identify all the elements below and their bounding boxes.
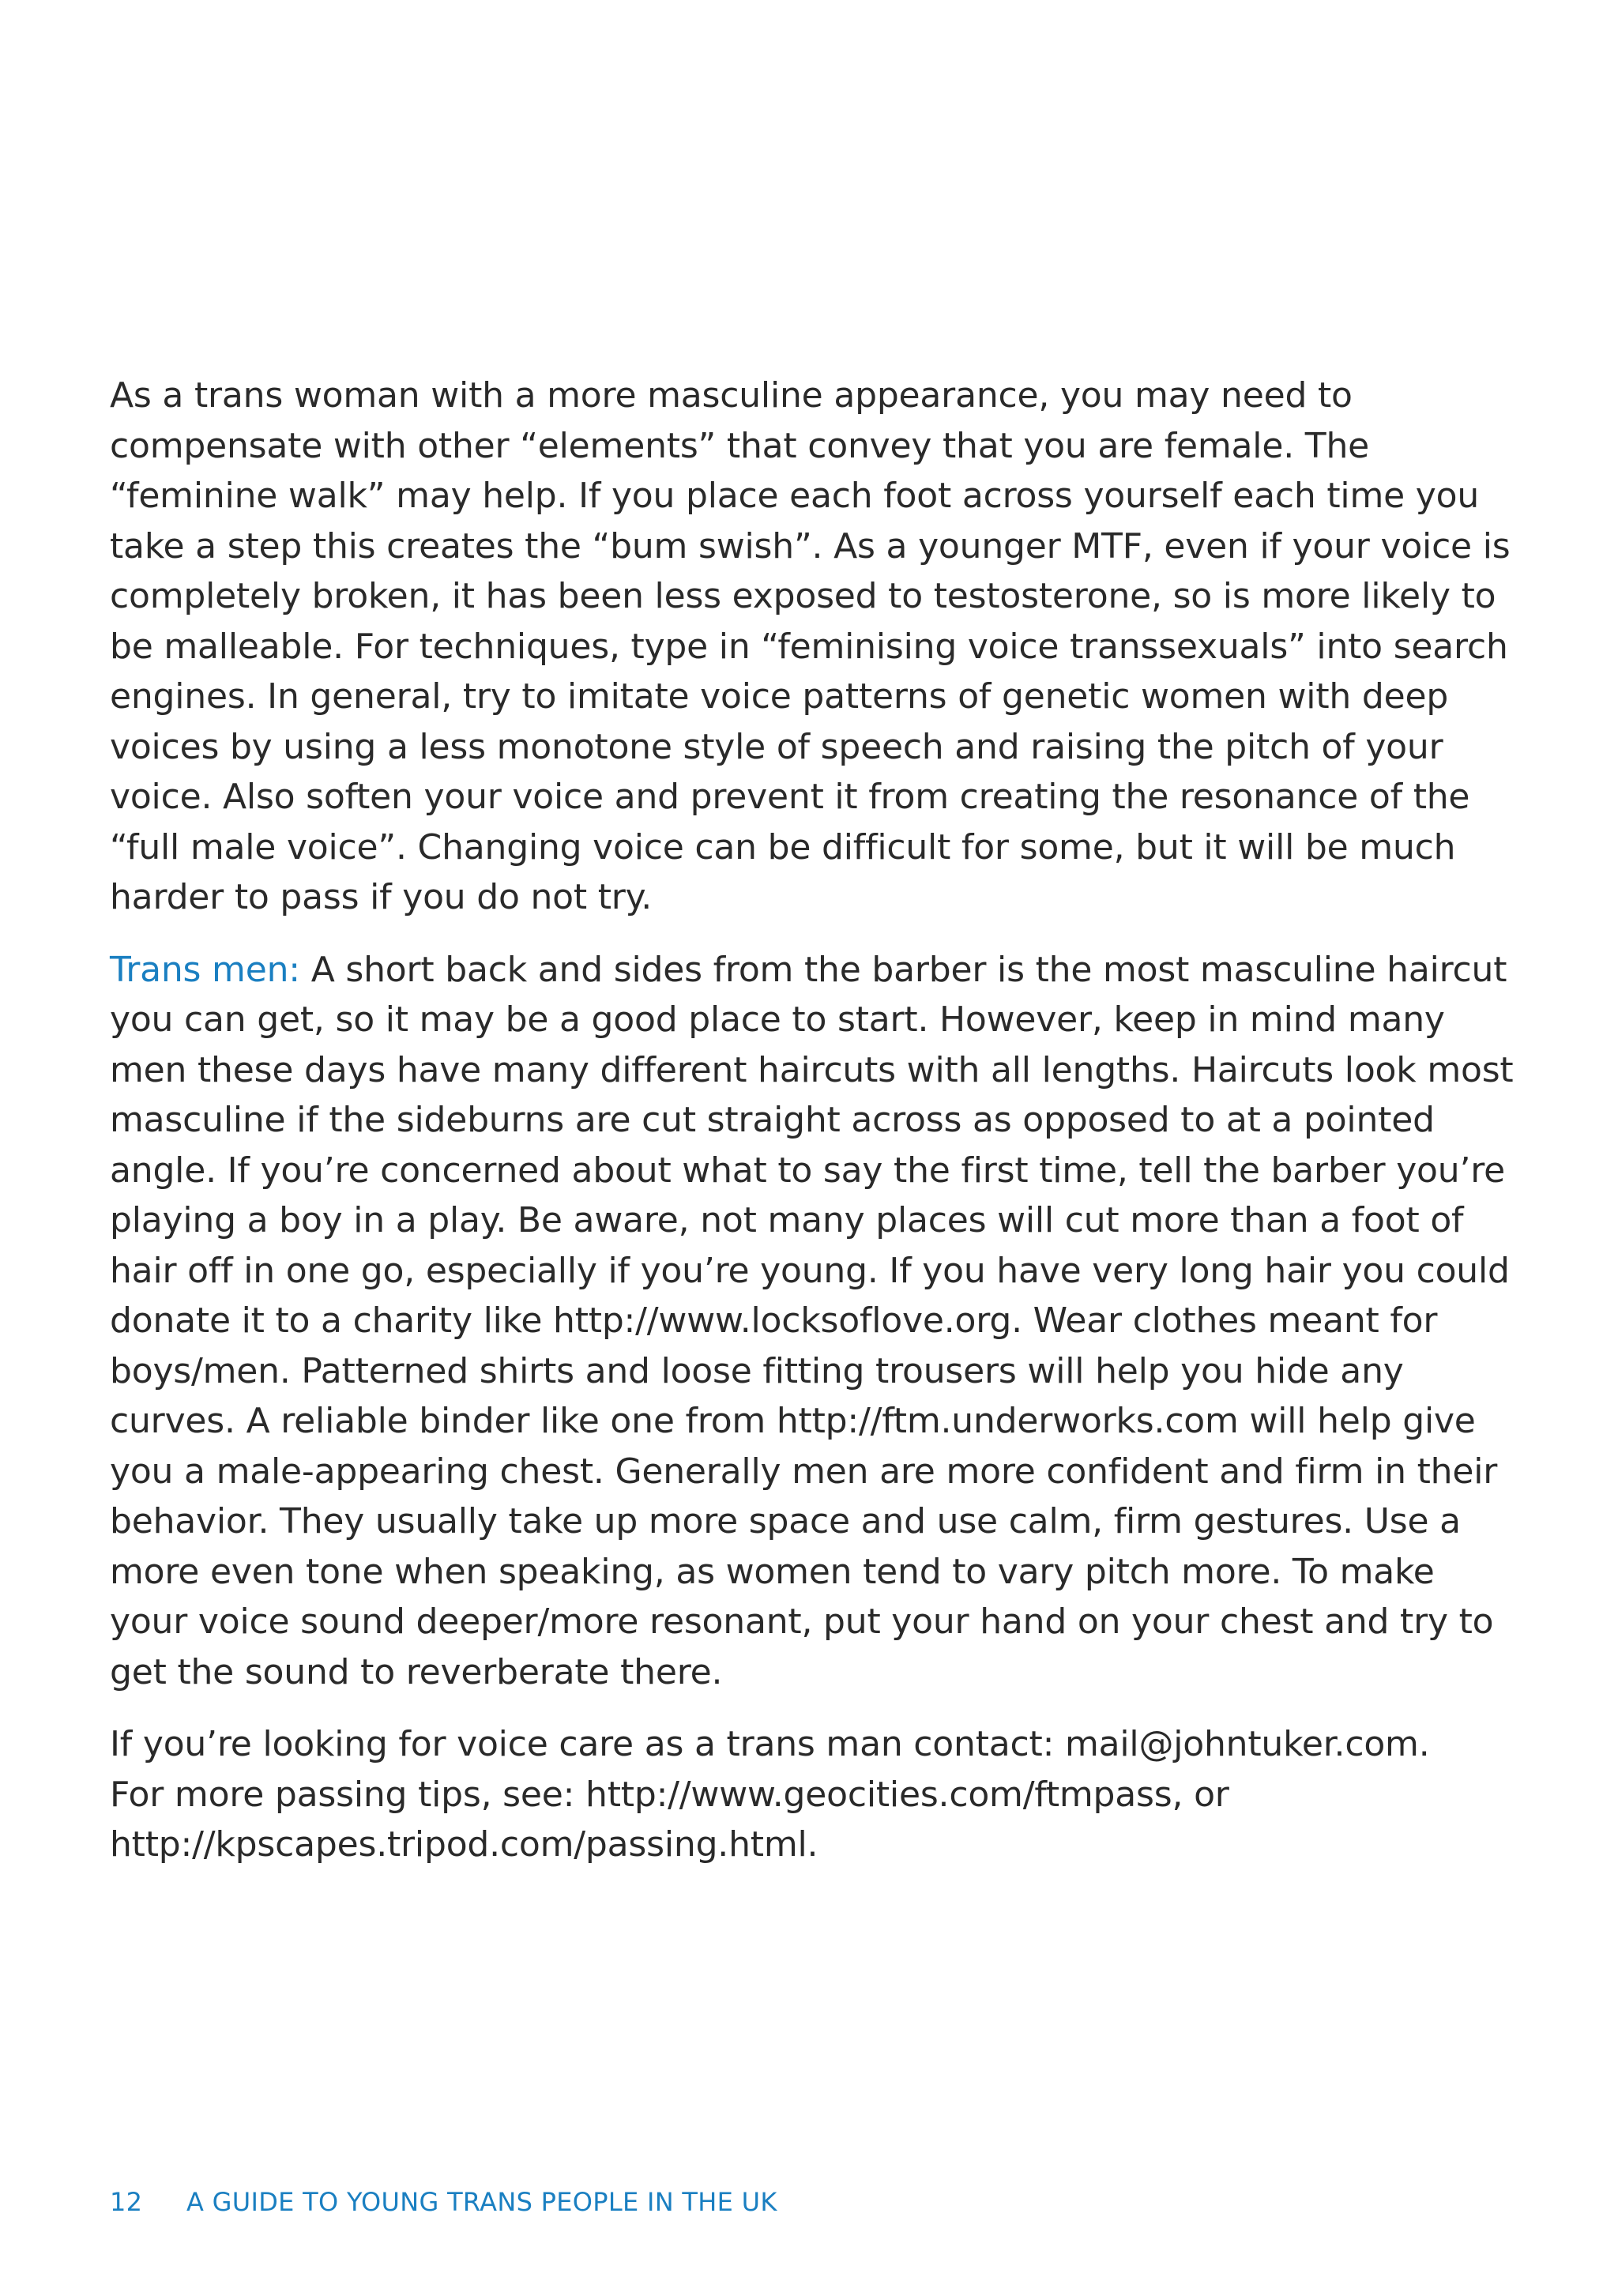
passing-tips-line: For more passing tips, see: http://www.geocities.com/ftmpass, or <box>110 1774 1229 1815</box>
page-footer <box>110 2187 777 2217</box>
paragraph-text: A short back and sides from the barber is the most masculine haircut you can get, so it may be a good place to start. However, keep in mind many men these days have many different haircuts with all lengths. Haircuts look most masculine if the sideburns are cut straight across as opposed to at a pointed angle. If you’re concerned about what to say the first time, tell the barber you’re playing a boy in a play. Be aware, not many places will cut more than a foot of hair off in one go, especially if you’re young. If you have very long hair you could donate it to a charity like http://www.locksoflove.org. Wear clothes meant for boys/men. Patterned shirts and loose fitting trousers will help you hide any curves. A reliable binder like one from http://ftm.underworks.com will help give you a male-appearing chest. Generally men are more confident and firm in their behavior. They usually take up more space and use calm, firm gestures. Use a more even tone when speaking, as women tend to vary pitch more. To make your voice sound deeper/more resonant, put your hand on your chest and try to get the sound to reverberate there. <box>110 949 1514 1692</box>
passing-tips-link-line: http://kpscapes.tripod.com/passing.html. <box>110 1824 818 1865</box>
paragraph-trans-women <box>110 371 1516 923</box>
running-title: A GUIDE TO YOUNG TRANS PEOPLE IN THE UK <box>186 2187 777 2217</box>
paragraph-lead-heading: Trans men: <box>110 949 300 990</box>
paragraph-trans-men <box>110 945 1516 1698</box>
page-body <box>110 371 1516 1892</box>
paragraph-text: As a trans woman with a more masculine appearance, you may need to compensate with other “elements” that convey that you are female. The “feminine walk” may help. If you place each foot across yourself each time you take a step this creates the “bum swish”. As a younger MTF, even if your voice is completely broken, it has been less exposed to testosterone, so is more likely to be malleable. For techniques, type in “feminising voice transsexuals” into search engines. In general, try to imitate voice patterns of genetic women with deep voices by using a less monotone style of speech and raising the pitch of your voice. Also soften your voice and prevent it from creating the resonance of the “full male voice”. Changing voice can be difficult for some, but it will be much harder to pass if you do not try. <box>110 375 1511 917</box>
page-number: 12 <box>110 2187 143 2217</box>
paragraph-resources <box>110 1719 1516 1870</box>
voice-care-contact-line: If you’re looking for voice care as a trans man contact: mail@johntuker.com. <box>110 1724 1430 1764</box>
